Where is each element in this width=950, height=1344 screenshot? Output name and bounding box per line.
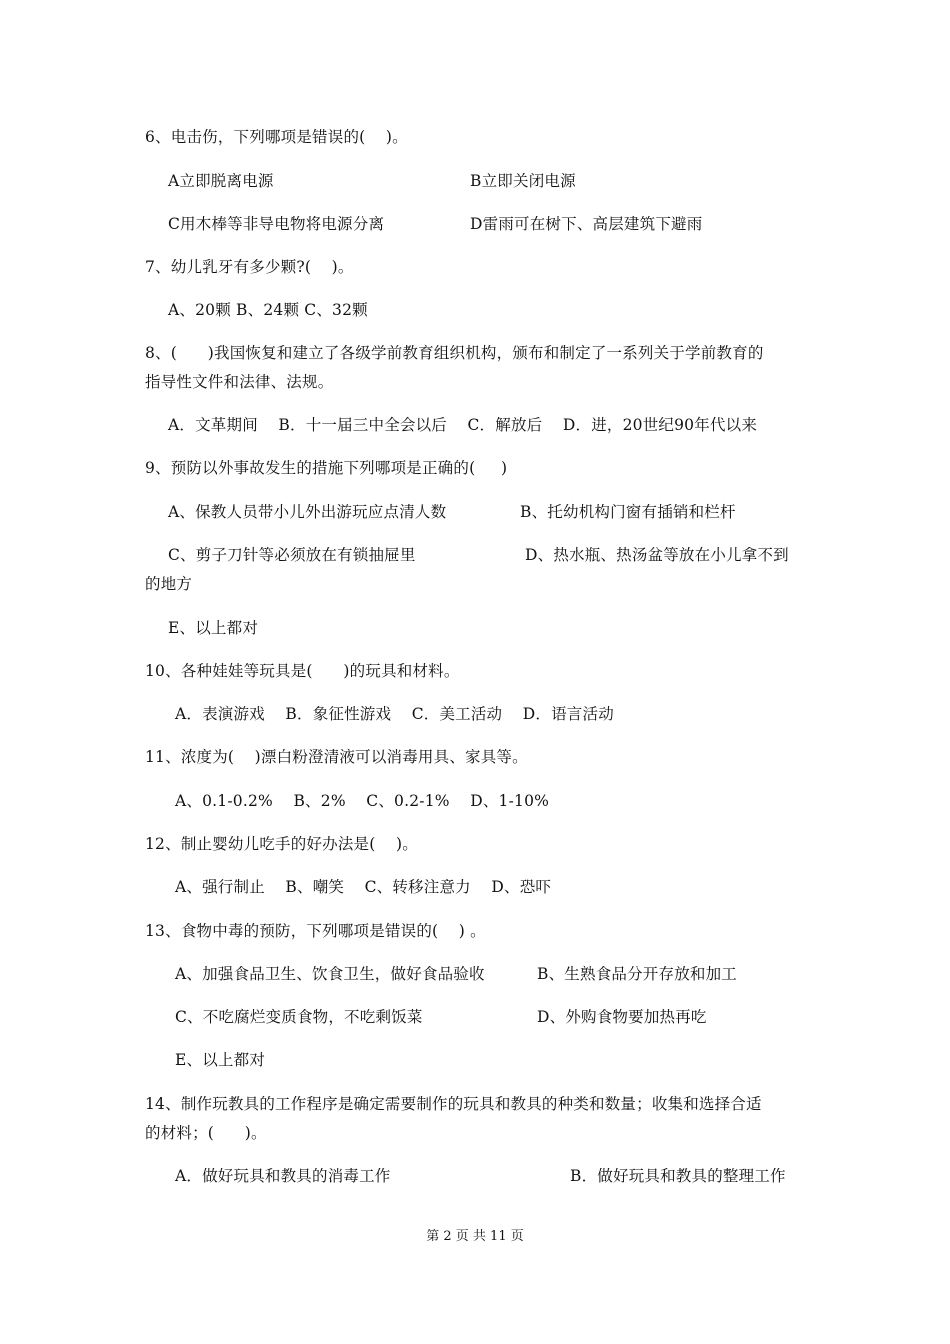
question-9-option-a: A、保教人员带小儿外出游玩应点清人数 <box>168 503 447 521</box>
question-7-stem: 7、幼儿乳牙有多少颗?( )。 <box>145 258 354 276</box>
question-9-stem: 9、预防以外事故发生的措施下列哪项是正确的( ) <box>145 459 508 477</box>
question-11-stem: 11、浓度为( )漂白粉澄清液可以消毒用具、家具等。 <box>145 748 528 766</box>
question-9-option-c: C、剪子刀针等必须放在有锁抽屉里 <box>168 546 416 564</box>
question-10-options: A．表演游戏 B．象征性游戏 C．美工活动 D．语言活动 <box>175 705 614 723</box>
question-6-option-d: D雷雨可在树下、高层建筑下避雨 <box>470 215 703 233</box>
question-14-stem-line2: 的材料；( )。 <box>145 1124 267 1142</box>
question-14-option-a: A．做好玩具和教具的消毒工作 <box>175 1167 391 1185</box>
question-13-option-e: E、以上都对 <box>175 1051 266 1069</box>
question-12-options: A、强行制止 B、嘲笑 C、转移注意力 D、恐吓 <box>175 878 552 896</box>
question-6-option-b: B立即关闭电源 <box>470 172 576 190</box>
question-11-options: A、0.1-0.2% B、2% C、0.2-1% D、1-10% <box>175 792 550 810</box>
question-7-options: A、20颗 B、24颗 C、32颗 <box>168 301 368 319</box>
question-13-option-b: B、生熟食品分开存放和加工 <box>537 965 737 983</box>
question-6-option-c: C用木棒等非导电物将电源分离 <box>168 215 385 233</box>
question-10-stem: 10、各种娃娃等玩具是( )的玩具和材料。 <box>145 662 460 680</box>
question-9-option-e: E、以上都对 <box>168 619 259 637</box>
question-14-option-b: B．做好玩具和教具的整理工作 <box>570 1167 786 1185</box>
question-9-option-d-continued: 的地方 <box>145 575 193 593</box>
question-9-option-b: B、托幼机构门窗有插销和栏杆 <box>520 503 736 521</box>
question-6-stem: 6、电击伤，下列哪项是错误的( )。 <box>145 128 408 146</box>
question-8-stem-line2: 指导性文件和法律、法规。 <box>145 373 334 391</box>
question-13-stem: 13、食物中毒的预防，下列哪项是错误的( ) 。 <box>145 922 486 940</box>
question-6-option-a: A立即脱离电源 <box>168 172 274 190</box>
question-13-option-a: A、加强食品卫生、饮食卫生，做好食品验收 <box>175 965 485 983</box>
question-8-stem-line1: 8、( )我国恢复和建立了各级学前教育组织机构，颁布和制定了一系列关于学前教育的 <box>145 344 764 362</box>
question-8-options: A．文革期间 B．十一届三中全会以后 C．解放后 D．进，20世纪90年代以来 <box>168 416 758 434</box>
question-12-stem: 12、制止婴幼儿吃手的好办法是( )。 <box>145 835 418 853</box>
question-13-option-c: C、不吃腐烂变质食物，不吃剩饭菜 <box>175 1008 423 1026</box>
page-number-footer: 第 2 页 共 11 页 <box>426 1229 524 1244</box>
question-13-option-d: D、外购食物要加热再吃 <box>537 1008 707 1026</box>
question-14-stem-line1: 14、制作玩教具的工作程序是确定需要制作的玩具和教具的种类和数量；收集和选择合适 <box>145 1095 762 1113</box>
question-9-option-d: D、热水瓶、热汤盆等放在小儿拿不到 <box>525 546 789 564</box>
